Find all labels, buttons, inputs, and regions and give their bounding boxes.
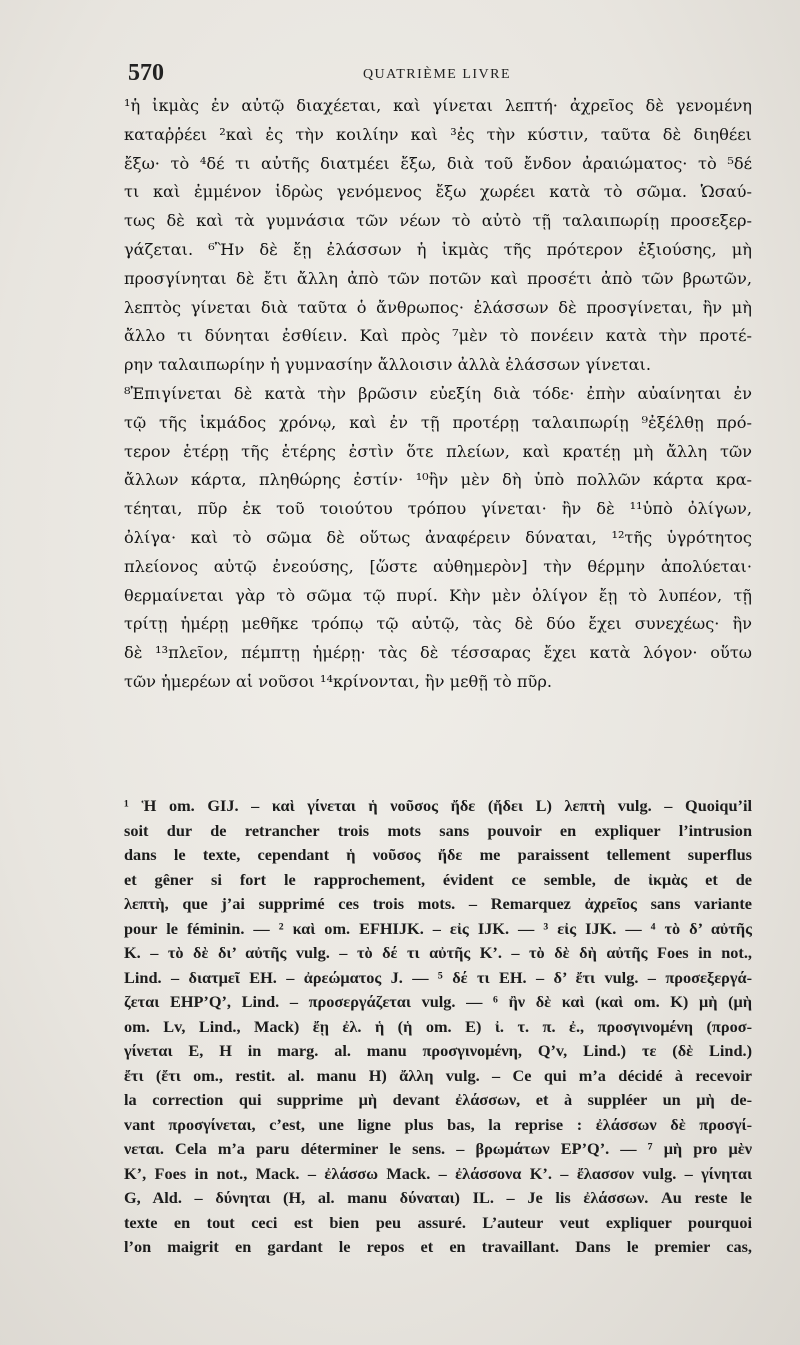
greek-text-line: ⁸Ἐπιγίνεται δὲ κατὰ τὴν βρῶσιν εὐεξίη διὰ τόδε· ἐπὴν αὐαίνηται ἐν: [124, 383, 752, 403]
greek-text-line: προσγίνηται δὲ ἔτι ἄλλη ἀπὸ τῶν ποτῶν καὶ προσέτι ἀπὸ τῶν βρωτῶν,: [124, 268, 752, 288]
greek-text-line: τῶν ἡμερέων αἱ νοῦσοι ¹⁴κρίνονται, ἢν μεθῇ τὸ πῦρ.: [124, 671, 553, 691]
greek-text-line: γάζεται. ⁶Ἢν δὲ ἔῃ ἐλάσσων ἡ ἰκμὰς τῆς πρότερον ἐξιούσης, μὴ: [124, 239, 752, 259]
greek-text-line: ¹ἡ ἰκμὰς ἐν αὐτῷ διαχέεται, καὶ γίνεται λεπτή· ἀχρεῖος δὲ γενομένη: [124, 96, 752, 115]
greek-text-line: ὀλίγα· καὶ τὸ σῶμα δὲ οὕτως ἀναφέρειν δύναται, ¹²τῆς ὑγρότητος: [124, 527, 752, 547]
footnote-line: pour le féminin. — ² καὶ om. EFHIJK. – εἰς IJK. — ³ εἰς IJK. — ⁴ τὸ δ’ αὐτῆς: [124, 918, 752, 938]
footnote-line: ζεται EHP’Q’, Lind. – προσεργάζεται vulg. — ⁶ ἢν δὲ καὶ (καὶ om. K) μὴ (μὴ: [124, 992, 752, 1011]
greek-text-line: θερμαίνεται γὰρ τὸ σῶμα τῷ πυρί. Κὴν μὲν ὀλίγον ἔῃ τὸ λυπέον, τῇ: [124, 585, 752, 605]
greek-text-line: τως δὲ καὶ τὰ γυμνάσια τῶν νέων τὸ αὐτὸ τῇ ταλαιπωρίῃ προσεξερ-: [124, 211, 752, 231]
page-header: [128, 60, 746, 88]
greek-text-line: ρην ταλαιπωρίην ἡ γυμνασίην ἄλλοισιν ἀλλὰ ἐλάσσων γίνεται.: [124, 355, 651, 375]
running-head: QUATRIÈME LIVRE: [362, 67, 512, 82]
footnote-line: ¹ Ἡ om. GIJ. – καὶ γίνεται ἡ νοῦσος ἤδε (ἤδει L) λεπτὴ vulg. – Quoiqu’il: [124, 796, 752, 815]
page-number: 570: [128, 60, 164, 86]
footnote-line: ἔτι (ἔτι om., restit. al. manu H) ἄλλη vulg. – Ce qui m’a décidé à recevoir: [124, 1065, 752, 1085]
footnote-line: soit dur de retrancher trois mots sans pouvoir en expliquer l’intrusion: [124, 820, 752, 840]
greek-text-line: πλείονος αὐτῷ ἐνεούσης, [ὥστε αὐθημερὸν] τὴν θέρμην ἀπολύεται·: [124, 556, 752, 576]
footnote-line: et gêner si fort le rapprochement, évident ce semble, de ἰκμὰς et de: [124, 869, 752, 889]
footnote-line: l’on maigrit en gardant le repos et en travaillant. Dans le premier cas,: [124, 1237, 752, 1256]
greek-text-line: ἔξω· τὸ ⁴δέ τι αὐτῆς διατμέει ἔξω, διὰ τοῦ ἔνδον ἀραιώματος· τὸ ⁵δέ: [124, 153, 752, 173]
greek-text-line: καταῤῥέει ²καὶ ἐς τὴν κοιλίην καὶ ³ἐς τὴν κύστιν, ταῦτα δὲ διηθέει: [124, 124, 752, 144]
footnote-line: texte en tout ceci est bien peu assuré. L’auteur veut expliquer pourquoi: [124, 1212, 752, 1232]
footnote-line: G, Ald. – δύνηται (H, al. manu δύναται) IL. – Je lis ἐλάσσων. Au reste le: [124, 1188, 752, 1207]
greek-text-line: τερον ἑτέρῃ τῆς ἑτέρης ἐστὶν ὅτε πλείων, καὶ κρατέῃ μὴ ἄλλη τῶν: [124, 441, 752, 461]
footnote-line: νεται. Cela m’a paru déterminer le sens. – βρωμάτων EP’Q’. — ⁷ μὴ pro μὲν: [124, 1139, 752, 1158]
greek-text-block: [124, 92, 752, 697]
footnote-line: dans le texte, cependant ἡ νοῦσος ἤδε me paraissent tellement superflus: [124, 845, 752, 864]
greek-text-line: τέηται, πῦρ ἐκ τοῦ τοιούτου τρόπου γίνεται· ἢν δὲ ¹¹ὑπὸ ὀλίγων,: [124, 499, 752, 519]
footnote-line: K. – τὸ δὲ δι’ αὐτῆς vulg. – τὸ δέ τι αὐτῆς K’. – τὸ δὲ δὴ αὐτῆς Foes in not.,: [124, 943, 752, 962]
footnote-line: K’, Foes in not., Mack. – ἐλάσσω Mack. – ἐλάσσονα K’. – ἔλασσον vulg. – γίνηται: [124, 1163, 752, 1183]
greek-text-line: τῷ τῆς ἰκμάδος χρόνῳ, καὶ ἐν τῇ προτέρῃ ταλαιπωρίῃ ⁹ἐξέλθῃ πρό-: [124, 412, 752, 432]
footnote-line: om. Lv, Lind., Mack) ἔῃ ἐλ. ἡ (ἡ om. E) ἰ. τ. π. ἐ., προσγινομένη (προσ-: [124, 1016, 752, 1036]
footnote-line: λεπτὴ, que j’ai supprimé ces trois mots. – Remarquez ἀχρεῖος sans variante: [124, 894, 752, 913]
greek-text-line: λεπτὸς γίνεται διὰ ταῦτα ὁ ἄνθρωπος· ἐλάσσων δὲ προσγίνεται, ἢν μὴ: [124, 297, 752, 317]
greek-text-line: ἄλλο τι δύνηται ἐσθίειν. Καὶ πρὸς ⁷μὲν τὸ πονέειν κατὰ τὴν προτέ-: [124, 326, 752, 346]
greek-text-line: ἄλλων κάρτα, πληθώρης ἐστίν· ¹⁰ἢν μὲν δὴ ὑπὸ πολλῶν κάρτα κρα-: [124, 470, 752, 490]
footnote-line: vant προσγίνεται, c’est, une ligne plus bas, la reprise : ἐλάσσων δὲ προσγί-: [124, 1114, 752, 1134]
footnote-line: Lind. – διατμεῖ EH. – ἀρεώματος J. — ⁵ δέ τι EH. – δ’ ἔτι vulg. – προσεξεργά-: [124, 967, 752, 987]
footnote-line: γίνεται E, H in marg. al. manu προσγινομένη, Q’v, Lind.) τε (δὲ Lind.): [124, 1041, 752, 1060]
greek-text-line: τρίτῃ ἡμέρῃ μεθῆκε τρόπῳ τῷ αὐτῷ, τὰς δὲ δύο ἔχει συνεχέως· ἢν: [124, 614, 752, 634]
footnotes-block: [124, 794, 752, 1260]
greek-text-line: δὲ ¹³πλεῖον, πέμπτῃ ἡμέρῃ· τὰς δὲ τέσσαρας ἔχει κατὰ λόγον· οὕτω: [124, 643, 752, 663]
greek-text-line: τι καὶ ἐμμένον ἱδρὼς γενόμενος ἔξω χωρέει κατὰ τὸ σῶμα. Ὡσαύ-: [124, 182, 752, 202]
footnote-line: la correction qui supprime μὴ devant ἐλάσσων, et à suppléer un μὴ de-: [124, 1090, 752, 1109]
